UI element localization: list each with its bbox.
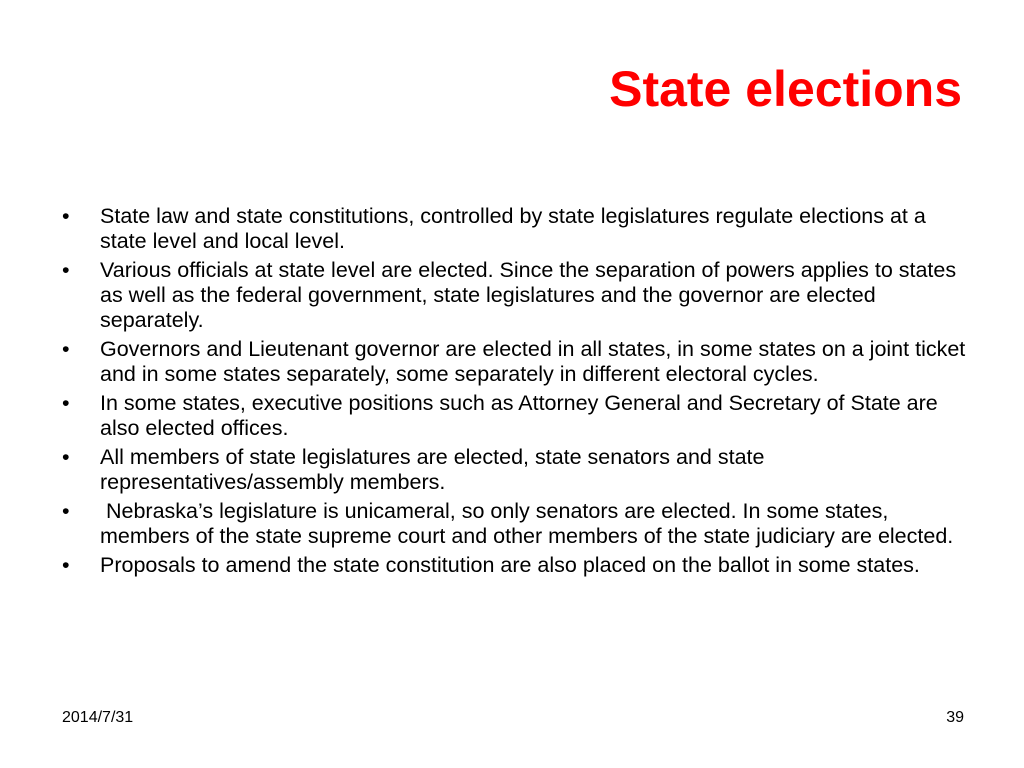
bullet-icon: • [62,553,70,577]
bullet-icon: • [62,499,70,523]
footer-date: 2014/7/31 [62,709,134,726]
bullet-icon: • [62,204,70,228]
bullet-item [62,391,974,441]
bullet-item [62,337,974,387]
bullet-text: Governors and Lieutenant governor are elected in all states, in some states on a joint ticket and in some states separately, some separately in different electoral cycles. [100,337,966,386]
bullet-item [62,445,974,495]
bullet-text: Proposals to amend the state constitution are also placed on the ballot in some states. [100,553,920,577]
bullet-text: Various officials at state level are elected. Since the separation of powers applies to states as well as the federal government, state legislatures and the governor are elected separately. [100,258,957,332]
bullet-icon: • [62,258,70,282]
bullet-icon: • [62,445,70,469]
bullet-item [62,553,974,578]
slide-title: State elections [609,61,962,117]
bullet-item [62,258,974,333]
bullet-text: Nebraska’s legislature is unicameral, so only senators are elected. In some states, members of the state supreme court and other members of the state judiciary are elected. [100,499,954,548]
bullet-item [62,204,974,254]
bullet-list [62,204,974,582]
bullet-text: State law and state constitutions, controlled by state legislatures regulate elections at a state level and local level. [100,204,926,253]
bullet-icon: • [62,337,70,361]
bullet-text: In some states, executive positions such as Attorney General and Secretary of State are also elected offices. [100,391,938,440]
page-number: 39 [946,709,964,726]
bullet-item [62,499,974,549]
bullet-icon: • [62,391,70,415]
bullet-text: All members of state legislatures are elected, state senators and state representatives/assembly members. [100,445,765,494]
